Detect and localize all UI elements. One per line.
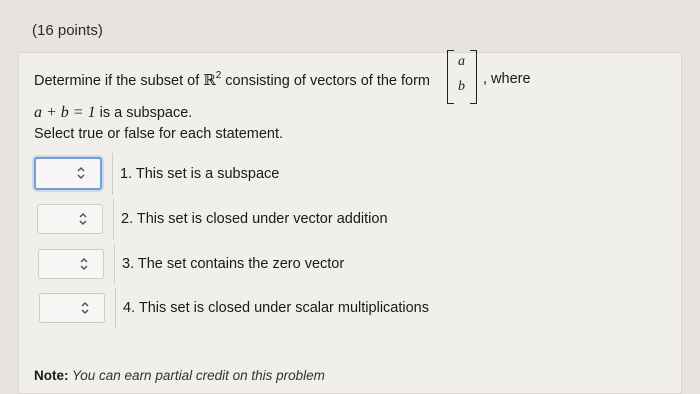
question-text-line2: [34, 104, 192, 122]
left-bracket: [447, 50, 454, 104]
note-text: You can earn partial credit on this problem: [68, 368, 325, 383]
question-prefix: Determine if the subset of: [34, 73, 204, 89]
statement-divider: [112, 153, 113, 195]
statement-2-select[interactable]: [37, 204, 103, 234]
question-where: , where: [483, 71, 531, 87]
real-space-symbol: ℝ: [203, 71, 216, 89]
real-space-exponent: 2: [215, 70, 222, 81]
statement-4-label: 4. This set is closed under scalar multiplications: [123, 300, 429, 316]
question-text-line1: [34, 70, 430, 89]
vector-matrix: [447, 50, 477, 104]
question-middle: consisting of vectors of the form: [221, 73, 431, 89]
select-arrows-icon: [76, 211, 90, 227]
statement-1-label: 1. This set is a subspace: [120, 166, 280, 182]
vector-bottom-entry: b: [458, 79, 465, 94]
select-arrows-icon: [74, 165, 88, 181]
condition-equation: a + b = 1: [34, 104, 96, 121]
statement-3-label: 3. The set contains the zero vector: [122, 256, 345, 272]
statement-divider: [113, 199, 114, 239]
instruction-text: Select true or false for each statement.: [34, 126, 284, 142]
statement-1-select[interactable]: [34, 157, 102, 190]
condition-suffix: is a subspace.: [95, 105, 193, 121]
statement-divider: [115, 288, 116, 328]
vector-top-entry: a: [458, 54, 465, 69]
select-arrows-icon: [78, 300, 92, 316]
statement-3-select[interactable]: [38, 249, 104, 279]
statement-2-label: 2. This set is closed under vector addition: [121, 211, 388, 227]
right-bracket: [470, 50, 477, 104]
select-arrows-icon: [77, 256, 91, 272]
note-label: Note:: [34, 368, 69, 383]
points-label: (16 points): [32, 22, 103, 39]
statement-4-select[interactable]: [39, 293, 105, 323]
statement-divider: [114, 244, 115, 284]
